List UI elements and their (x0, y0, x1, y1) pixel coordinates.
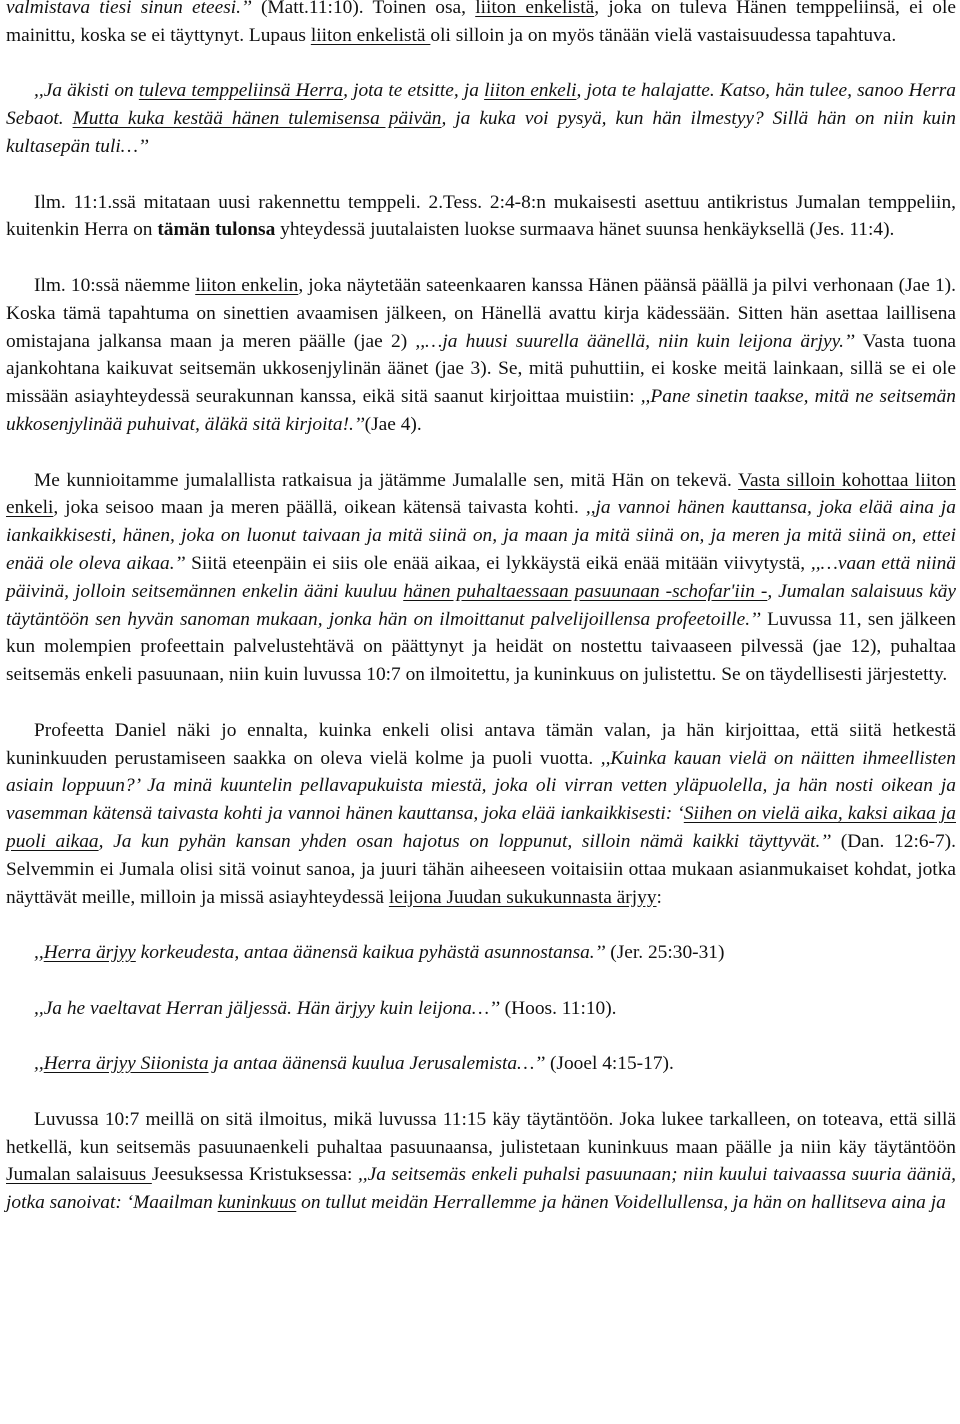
paragraph-covenant-angel (6, 272, 956, 439)
text-run: tämän tulonsa (157, 219, 276, 241)
text-run: hänen puhaltaessaan pasuunaan -schofar'iin - (403, 580, 768, 602)
text-run: Me kunnioitamme jumalallista ratkaisua ja jätämme Jumalalle sen, mitä Hän on tekevä. (34, 469, 739, 491)
text-run: liiton enkelistä (310, 24, 431, 46)
text-run: (Hoos. 11:10). (499, 997, 617, 1019)
text-run: Luvussa 10:7 meillä on sitä ilmoitus, mikä luvussa 11:15 käy täytäntöön. Joka lukee tarkalleen, on toteava, että sillä hetkellä, kun seitsemäs pasuunaenkeli puhaltaa pasuunaansa, julistetaan kuninkuus maan päälle ja niin käy täytäntöön (6, 1108, 956, 1158)
text-run: Siitä eteenpäin ei siis ole enää aikaa, ei lykkäystä eikä enää mitään viivytystä, (185, 552, 811, 574)
text-run: Vasta silloin kohottaa liiton enkeli (6, 469, 956, 519)
text-run: ,,Ja seitsemäs enkeli puhalsi pasuunaan; niin kuului taivaassa suuria ääniä, jotka sanoivat: ‘Maailman (6, 1164, 956, 1214)
quote-hosea (34, 995, 956, 1023)
quote-malachi (6, 77, 956, 160)
document-page (6, 0, 956, 1217)
text-run: ,,…ja huusi suurella äänellä, niin kuin leijona ärjyy.’’ (415, 330, 855, 352)
text-run: ,, (34, 942, 44, 964)
text-run: (Matt.11:10). Toinen osa, (251, 0, 476, 18)
text-run: yhteydessä juutalaisten luokse surmaava hänet suunsa henkäyksellä (Jes. 11:4). (275, 219, 895, 241)
text-run: ,,Kuinka kauan vielä on näitten ihmeellisten asiain loppuun?’ Ja minä kuuntelin pellavapukuista miestä, joka oli virran vetten yläpuolella, ja hän nosti oikean ja vasemman kätensä taivasta kohti ja vannoi hänen kauttansa, joka elää iankaikkisesti: ‘ (6, 747, 956, 825)
text-run: valmistava tiesi sinun eteesi.’’ (6, 0, 252, 18)
text-run: on tullut meidän Herrallemme ja hänen Voidellullensa, ja hän on hallitseva aina ja (296, 1192, 946, 1214)
text-run: liiton enkeli (484, 80, 577, 102)
quote-joel (34, 1050, 956, 1078)
text-run: ,,ja vannoi hänen kauttansa, joka elää aina ja iankaikkisesti, hänen, joka on luonut taivaan ja mitä siinä on, ja maan ja mitä siinä on, ja meren ja mitä siinä on, ettei enää ole oleva aikaa.’’ (6, 497, 956, 574)
text-run: , joka näytetään sateenkaaren kanssa Hänen päänsä päällä ja pilvi verhonaan (Jae 1). Koska tämä tapahtuma on sinettien avaamisen jälkeen, on Hänellä avattu kirja kädessään. Sitten hän asettaa laillisena omistajana jalkansa maan ja meren päälle (jae 2) (6, 274, 956, 352)
text-run: : (656, 886, 662, 908)
text-run: tuleva temppeliinsä Herra (138, 80, 344, 102)
text-run: (Jae 4). (364, 413, 422, 435)
text-run: leijona Juudan sukukunnasta ärjyy (388, 886, 657, 908)
text-run: Vasta tuona ajankohtana kaikuvat seitsemän ukkosenjylinän äänet (jae 3). Se, mitä puhuttiin, ei koske meitä lainkaan, sillä se ei ole missään asiayhteydessä seurakunnan kanssa, eikä sitä saanut kirjoittaa muistiin: (6, 330, 956, 408)
paragraph-divine-decision (6, 467, 956, 689)
text-run: kuninkuus (217, 1192, 297, 1214)
text-run: Ilm. 11:1.ssä mitataan uusi rakennettu temppeli. 2.Tess. 2:4-8:n mukaisesti asettuu antikristus Jumalan temppeliin, kuitenkin Herra on (6, 191, 956, 241)
text-run: (Jer. 25:30-31) (605, 942, 725, 964)
text-run: , joka seisoo maan ja meren päällä, oikean kätensä taivasta kohti. (53, 497, 586, 519)
paragraph-daniel (6, 717, 956, 912)
text-run: ,,Pane sinetin taakse, mitä ne seitsemän ukkosenjylinää puhuivat, äläkä sitä kirjoita!.’’ (6, 386, 956, 435)
text-run: , ja kuka voi pysyä, kun hän ilmestyy? Sillä hän on niin kuin kultasepän tuli…’’ (6, 108, 956, 157)
text-run: Mutta kuka kestää hänen tulemisensa päivän (72, 108, 442, 130)
text-run: , Jumalan salaisuus käy täytäntöön sen hyvän sanoman mukaan, jonka hän on ilmoittanut palvelijoillensa profeetoille.’’ (6, 580, 956, 630)
text-run: ,,Ja äkisti on (34, 80, 139, 102)
text-run: Profeetta Daniel näki jo ennalta, kuinka enkeli olisi antava tämän valan, ja hän kirjoittaa, että siitä hetkestä kuninkuuden perustamiseen saakka on oleva vielä kolme ja puoli vuotta. (6, 719, 956, 769)
text-run: Jeesuksessa Kristuksessa: (151, 1164, 358, 1186)
text-run: (Dan. 12:6-7). Selvemmin ei Jumala olisi sitä voinut sanoa, ja juuri tähän aiheeseen voitaisiin ottaa mukaan asianmukaiset kohdat, jotka näyttävät meille, milloin ja missä asiayhteydessä (6, 830, 956, 908)
text-run: liiton enkelistä (475, 0, 595, 18)
text-run: (Jooel 4:15-17). (545, 1053, 674, 1075)
text-run: oli silloin ja on myös tänään vielä vastaisuudessa tapahtuva. (430, 24, 897, 46)
text-run: Luvussa 11, sen jälkeen kun molempien profeettain palvelustehtävä on päättynyt ja heidät on nostettu taivaaseen pilvessä (jae 12), puhaltaa seitsemäs enkeli pasuunaan, niin kuin luvussa 10:7 on ilmoitettu, ja kuninkuus on julistettu. Se on täydellisesti järjestetty. (6, 608, 956, 686)
text-run: ,, (34, 1053, 44, 1075)
text-run: Siihen on vielä aika, kaksi aikaa ja puoli aikaa (6, 803, 956, 852)
text-run: Herra ärjyy (43, 942, 136, 964)
text-run: Jumalan salaisuus (6, 1164, 152, 1186)
paragraph-revelation-chapter-ten (6, 1106, 956, 1217)
quote-jeremiah (34, 939, 956, 967)
text-run: liiton enkelin (195, 274, 299, 296)
text-run: , joka on tuleva Hänen temppeliinsä, ei ole mainittu, koska se ei täyttynyt. Lupaus (6, 0, 956, 46)
text-run: ja antaa äänensä kuulua Jerusalemista…’’ (208, 1053, 546, 1075)
paragraph-temple (6, 189, 956, 245)
text-run: korkeudesta, antaa äänensä kaikua pyhästä asunnostansa.’’ (135, 942, 606, 964)
text-run: , jota te etsitte, ja (343, 80, 485, 102)
paragraph-matt-quote-end (6, 0, 956, 50)
text-run: , jota te halajatte. Katso, hän tulee, sanoo Herra Sebaot. (6, 80, 956, 130)
text-run: ,,…vaan että niinä päivinä, jolloin seitsemännen enkelin ääni kuuluu (6, 552, 956, 602)
text-run: ,,Ja he vaeltavat Herran jäljessä. Hän ärjyy kuin leijona…’’ (34, 997, 500, 1019)
text-run: Herra ärjyy Siionista (43, 1053, 209, 1075)
text-run: , Ja kun pyhän kansan yhden osan hajotus on loppunut, silloin nämä kaikki täyttyvät.’’ (98, 830, 832, 852)
text-run: Ilm. 10:ssä näemme (34, 274, 196, 296)
